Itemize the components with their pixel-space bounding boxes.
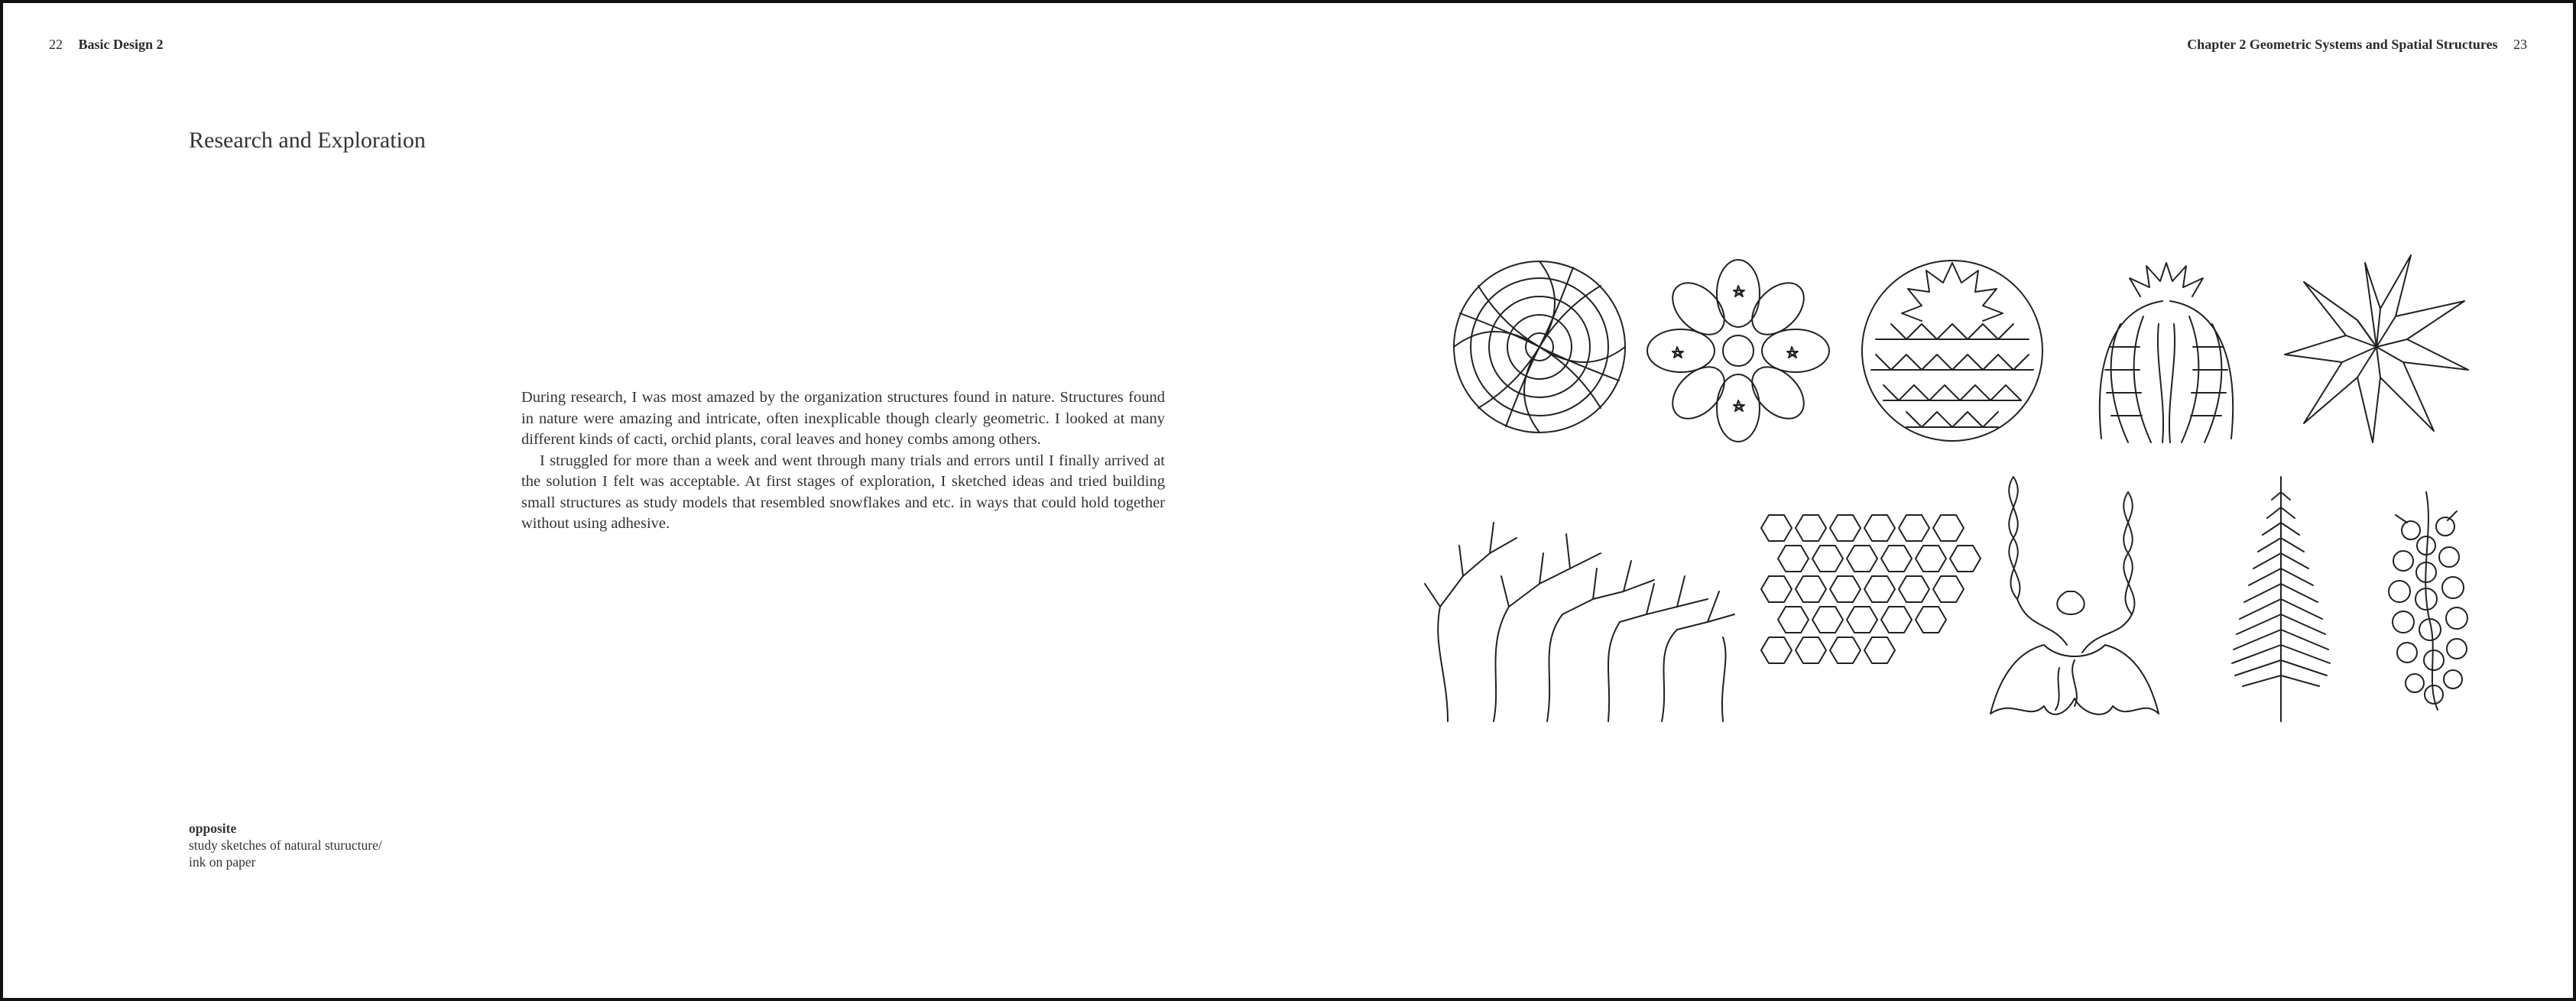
berry-cluster-sketch xyxy=(2373,484,2510,714)
pinecone-cluster-sketch xyxy=(2082,248,2250,454)
caption-line-2: ink on paper xyxy=(189,854,256,870)
pinecone-sketch xyxy=(1448,255,1631,439)
body-text xyxy=(521,387,1165,535)
figure-caption xyxy=(189,820,382,870)
nature-sketches-illustration xyxy=(1417,240,2510,721)
starburst-leaf-sketch xyxy=(2281,248,2472,446)
orchid-plant-sketch xyxy=(1983,469,2166,721)
coral-branches-sketch xyxy=(1417,492,1746,721)
caption-title: opposite xyxy=(189,821,237,836)
left-page-header xyxy=(49,37,164,53)
body-paragraph-1: During research, I was most amazed by the organization structures found in nature. Structures found in nature were amazing and intricate, often inexplicable though clearly geometric. I looked at many different kinds of cacti, orchid plants, coral leaves and honey combs among others. xyxy=(521,389,1165,448)
body-paragraph-2: I struggled for more than a week and went through many trials and errors until I finally arrived at the solution I felt was acceptable. At first stages of exploration, I sketched ideas and tried building small structures as study models that resembled snowflakes and etc. in ways that could hold together without using adhesive. xyxy=(521,452,1165,532)
right-page-number: 23 xyxy=(2513,37,2527,52)
section-heading: Research and Exploration xyxy=(189,128,426,153)
cactus-ball-sketch xyxy=(1853,248,2052,446)
caption-line-1: study sketches of natural sturucture/ xyxy=(189,837,382,853)
right-page-header xyxy=(2187,37,2527,53)
right-running-head: Chapter 2 Geometric Systems and Spatial Structures xyxy=(2187,37,2498,52)
left-running-head: Basic Design 2 xyxy=(78,37,164,52)
honeycomb-sketch xyxy=(1754,500,1983,675)
fern-sketch xyxy=(2197,469,2365,721)
orchid-flower-sketch xyxy=(1646,255,1830,446)
left-page-number: 22 xyxy=(49,37,63,52)
